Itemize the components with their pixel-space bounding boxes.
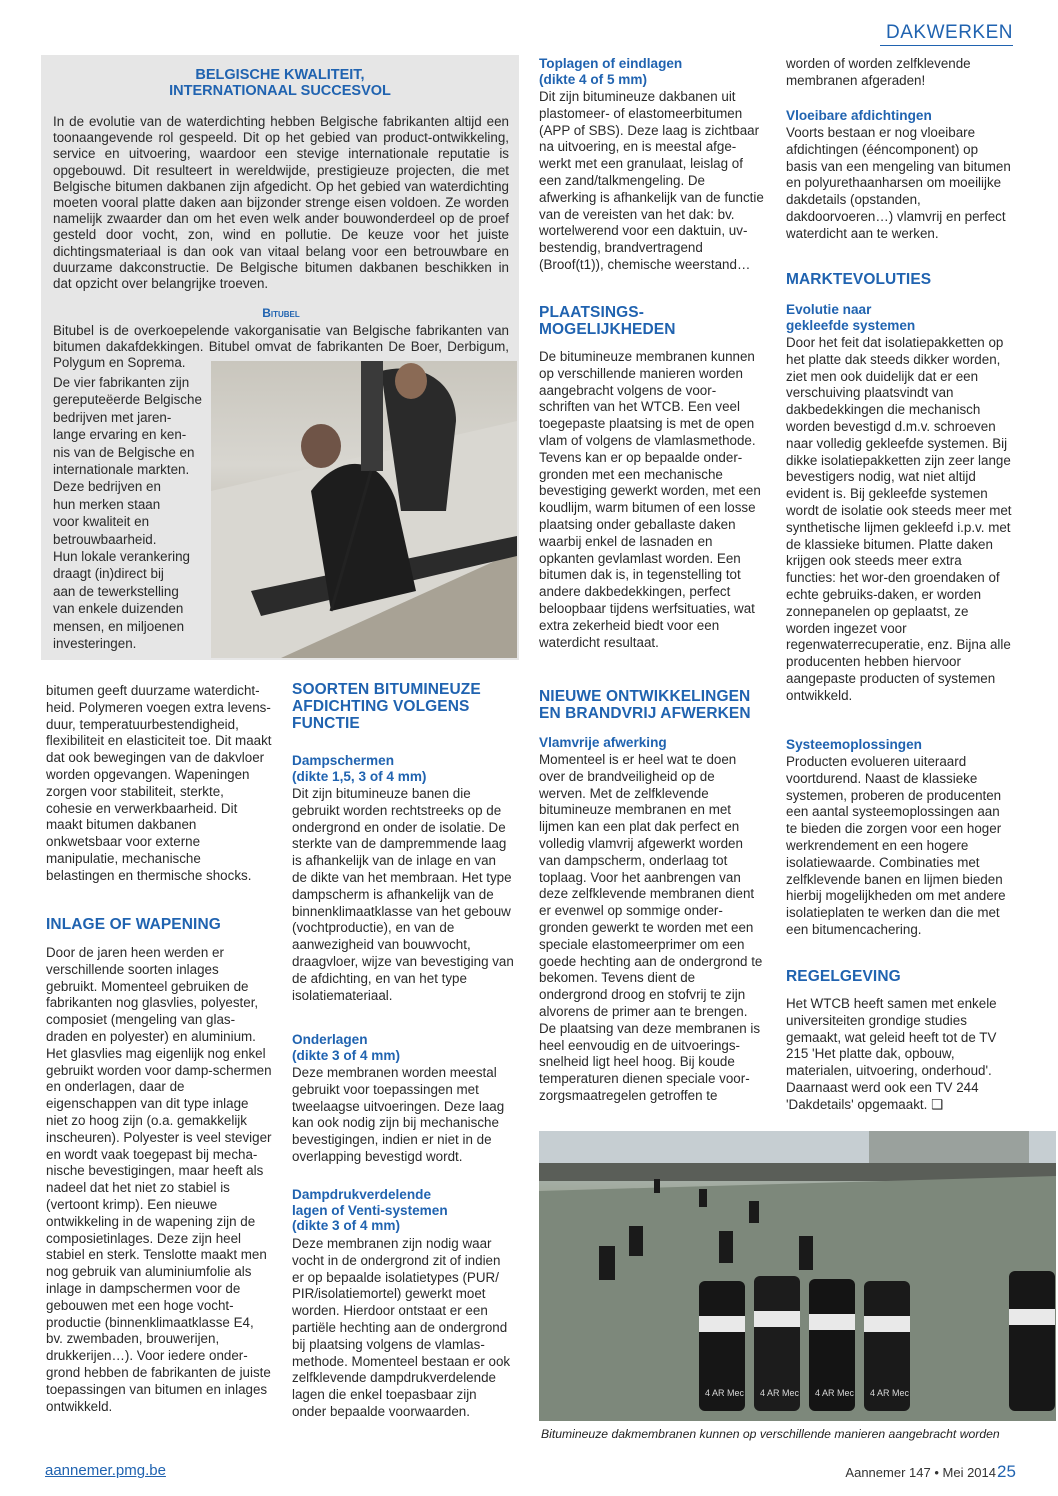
col2-onder-text: Deze membranen worden meestal gebruikt voor toepassingen met tweelaagse uitvoeringen. Deze laag kan ook nodig zijn bij mechanische bevestigingen, indien er niet in de overlapping bevestigd wordt. [292,1065,505,1164]
roll-label: 4 AR Mec [705,1388,745,1398]
col1-inlage-text: Door de jaren heen werden er verschillende soorten inlages gebruikt. Momenteel gebruiken de fabrikanten nog glasvlies, polyester, composiet (mengeling van glas-draden en polyester) en aluminium. Het glasvlies mag eigenlijk nog enkel gebruikt worden voor damp-schermen en onderlagen, daar de eigenschappen van dit type inlage niet zo hoog zijn (o.a. gemakkelijk inscheuren). Polyester is veel steviger en wordt vaak toegepast bij mecha-nische bevestigingen, maar heeft als nadeel dat het niet zo stabiel is (vertoont krimp). Een nieuwe ontwikkeling in de wapening zijn de composietinlages. Deze zijn heel stabiel en sterk. Tenslotte maakt men nog gebruik van aluminiumfolie als inlage in dampschermen voor de gebouwen met een hoge vocht-productie (binnenklimaatklasse E4, bv. zwembaden, brouwerijen, drukkerijen…). Voor iedere onder-grond hebben de fabrikanten de juiste toepassingen van bitumen en inlages ontwikkeld. [46,945,272,1414]
box-title-line: BELGISCHE KWALITEIT, [195,67,365,83]
col1-intro: bitumen geeft duurzame waterdicht-heid. Polymeren voegen extra levens-duur, temperatuurbestendigheid, flexibiliteit en elasticiteit toe. Dit maakt dat ook bewegingen van de dakvloer worden opgevangen. Wapeningen zorgen voor stabiliteit, sterkte, cohesie en verwerkbaarheid. Dit maakt bitumen dakbanen onkwetsbaar voor externe manipulatie, mechanische belastingen en thermische shocks. [46,683,272,883]
heading-line: EN BRANDVRIJ AFWERKEN [539,705,751,722]
heading-line: Evolutie naar [786,302,872,317]
heading-line: Dampschermen [292,753,394,768]
membrane-rolls-photo [539,1131,1056,1421]
roofers-photo [211,361,517,658]
box-line: bedrijven met jaren- [53,409,172,425]
footer-issue-label: Aannemer 147 [845,1465,931,1480]
heading-regelgeving: REGELGEVING [786,968,901,985]
heading-line: (dikte 3 of 4 mm) [292,1047,401,1063]
heading-line: gekleefde systemen [786,317,916,333]
footer-url[interactable]: aannemer.pmg.be [45,1462,166,1479]
box-narrow-paragraph [53,374,213,653]
heading-inlage: INLAGE OF WAPENING [46,916,221,933]
heading-systeem: Systeemoplossingen [786,737,922,752]
heading-vlamvrij: Vlamvrije afwerking [539,735,667,750]
heading-evolutie [786,302,1011,333]
heading-onderlagen [292,1032,512,1063]
col3-vlam-text: Momenteel is er heel wat te doen over de brandveiligheid op de werven. Met de zelfklevende bitumineuze membranen en met lijmen kan een plat dak perfect en volledig vlamvrij afgewerkt worden van dampscherm, onderlaag tot toplaag. Voor het aanbrengen van deze zelfklevende membranen dient er evenwel op sommige onder-gronden gewerkt te worden met een speciale elastomeerprimer om een goede hechting aan de ondergrond te bekomen. Tevens dient de ondergrond droog en stofvrij te zijn alvorens de primer aan te brengen. De plaatsing van deze membranen is heel eenvoudig en de uitvoerings-snelheid ligt heel hoog. Bij koude temperaturen dienen speciale voor-zorgsmaatregelen getroffen te [539,752,763,1103]
footer-issue [836,1465,996,1480]
box-line: investeringen. [53,636,137,652]
heading-line: NIEUWE ONTWIKKELINGEN [539,688,751,705]
heading-nieuw [539,688,769,722]
section-tag [880,22,1013,46]
section-tag-rule [880,45,1013,46]
box-line: gereputeëerde Belgische [53,392,202,408]
box-line: aan de tewerkstelling [53,583,179,599]
col2-venti-text: Deze membranen zijn nodig waar vocht in de ondergrond zit of indien er op bepaalde isolatietypes (PUR/ PIR/isolatiemortel) gewerkt moet worden. Hierdoor ontstaat er een partiële hechting aan de ondergrond bij plaatsing volgens de vlamlas-methode. Momenteel bestaan er ook zelfklevende dampdrukverdelende lagen die enkel toepasbaar zijn onder bepaalde voorwaarden. [292,1236,511,1419]
heading-soorten: SOORTEN BITUMINEUZE AFDICHTING VOLGENS FUNCTIE [292,681,481,732]
heading-line: (dikte 3 of 4 mm) [292,1218,401,1233]
box-line: De vier fabrikanten zijn [53,375,190,390]
col3-top-text: Dit zijn bitumineuze dakbanen uit plastomeer- of elastomeerbitumen (APP of SBS). Deze laag is zichtbaar na uitvoering, en is meestal afge-werkt met een granulaat, leislag of een zand/talkmengeling. De afwerking is afhankelijk van de functie van de vereisten van het dak: bv. wortelwerend voor een daktuin, uv-bestendig, brandvertragend (Broof(t1)), chemische weerstand… [539,89,764,272]
col4-sys-text: Producten evolueren uiteraard voortdurend. Naast de klassieke systemen, proberen de producenten een aantal systeemoplossingen aan te bieden die zorgen voor een hoger werkrendement en een hogere isolatiewaarde. Combinaties met zelfklevende banen en lijmen bieden hierbij mogelijkheden om met andere isolatieplaten te werken dan die met een bitumencachering. [786,754,1006,937]
box-line: internationale markten. [53,462,190,478]
box-line: draagt (in)direct bij [53,566,164,582]
col4-regel-body: Het WTCB heeft samen met enkele universiteiten grondige studies gemaakt, wat geleid heeft tot de TV 215 'Het platte dak, opbouw, materialen, uitvoering, onderhoud'. Daarnaast werd ook een TV 244 'Dakdetails' opgemaakt. [786,996,997,1112]
box-line: betrouwbaarheid. [53,531,157,547]
box-line: lange ervaring en ken- [53,427,187,443]
end-mark-icon: ❑ [931,1096,944,1112]
col4-intro: worden of worden zelfklevende membranen afgeraden! [786,56,971,88]
col2-damp-text: Dit zijn bitumineuze banen die gebruikt worden rechtstreeks op de ondergrond en onder de isolatie. De sterkte van de dampremmende laag is afhankelijk van de inlage en van de dikte van het membraan. Het type dampscherm is afhankelijk van de binnenklimaatklasse van het gebouw (vochtproductie), en van de aanwezigheid van bouwvocht, draagvloer, wijze van bevestiging van de afdichting, en van het type isolatiemateriaal. [292,786,514,1003]
heading-dampschermen [292,753,512,784]
heading-line: Toplagen of eindlagen [539,56,683,71]
heading-line: Onderlagen [292,1032,368,1047]
heading-line: Dampdrukverdelende [292,1187,432,1202]
box-line: hun merken staan [53,496,161,512]
heading-line: (dikte 1,5, 3 of 4 mm) [292,768,427,784]
page-number: 25 [997,1462,1016,1481]
col4-vloei-text: Voorts bestaan er nog vloeibare afdichtingen (ééncomponent) op basis van een mengeling van bitumen en polyurethaanharsen om moeilijke dakdetails (opstanden, dakdoorvoeren…) vlamvrij en perfect waterdicht aan te werken. [786,125,1011,241]
heading-line: MOGELIJKHEDEN [539,321,676,338]
rolls-illustration [539,1131,1056,1421]
photo-caption: Bitumineuze dakmembranen kunnen op verschillende manieren aangebracht worden [541,1427,1000,1441]
col4-regel-text [786,996,1012,1114]
roll-label: 4 AR Mec [760,1388,800,1398]
heading-line: (dikte 4 of 5 mm) [539,71,648,87]
box-paragraph: In de evolutie van de waterdichting hebben Belgische fabrikanten altijd een toonaangevende rol gespeeld. Dit op het gebied van product-ontwikkeling, service en uitvoering, waardoor een stevige internationale reputatie is opgebouwd. Dit resulteert in wereldwijde, prestigieuze projecten, die met Belgische bitumen dakbanen zijn afgedicht. Op het gebied van waterdichting moeten vooral platte daken aan bijzonder strenge eisen voldoen. Ze worden namelijk zwaarder dan om het even welk ander bouwonderdeel op de proef gesteld door vocht, zon, wind en pollutie. De keuze voor het juiste dichtingsmateriaal is dan ook van vitaal belang voor een betrouwbare en duurzame dakconstructie. De Belgische bitumen dakbanen beschikken in dat opzicht over belangrijke troeven. [53,114,509,292]
box-line: nis van de Belgische en [53,444,195,460]
col4-evol-text: Door het feit dat isolatiepakketten op het platte dak steeds dikker worden, ziet men ook duidelijk dat er een verschuiving plaatsvindt van dakbedekkingen die mechanisch worden bevestigd d.m.v. schroeven naar volledig gekleefde systemen. Bij dikke isolatiepakketten zijn zeer lange bevestigers nodig, wat niet altijd evident is. Bij gekleefde systemen wordt de isolatie ook steeds meer met synthetische lijmen gekleefd i.p.v. met de klassieke bitumen. Platte daken krijgen ook steeds meer extra functies: het wor-den groendaken of echte gebruiks-daken, er worden zonnepanelen op geplaatst, ze worden ingezet voor regenwaterrecuperatie, enz. Bijna alle producenten hebben hiervoor aangepaste producten of systemen ontwikkeld. [786,335,1012,703]
heading-line: lagen of Venti-systemen [292,1202,448,1218]
box-line: voor kwaliteit en [53,514,150,530]
box-line: Deze bedrijven en [53,479,161,495]
section-tag-label: DAKWERKEN [886,22,1013,43]
footer-bullet: • [934,1465,939,1480]
col3-plaats-text: De bitumineuze membranen kunnen op verschillende manieren worden aangebracht volgens de voor-schriften van het WTCB. Een veel toegepaste plaatsing is met de open vlam of volgens de vlamlasmethode. Tevens kan er op bepaalde onder-gronden met een mechanische bevestiging gewerkt worden, met een koudlijm, warm bitumen of een losse plaatsing onder geballaste daken waarbij enkel de lasnaden en opkanten gevlamlast worden. Een bitumen dak is, in tegenstelling tot andere dakbedekkingen, perfect beloopbaar tijdens werfsituaties, wat extra zekerheid biedt voor een waterdicht resultaat. [539,349,761,650]
roofers-illustration [211,361,517,658]
roll-label: 4 AR Mec [870,1388,910,1398]
heading-line: PLAATSINGS- [539,304,645,321]
heading-toplagen [539,56,764,87]
box-line: Hun lokale verankering [53,549,190,565]
heading-markt: MARKTEVOLUTIES [786,271,932,288]
box-subhead: Bitubel [262,306,300,320]
footer-date: Mei 2014 [942,1465,996,1480]
heading-venti [292,1187,512,1234]
box-title-line: INTERNATIONAAL SUCCESVOL [169,83,391,99]
box-paragraph: Bitubel is de overkoepelende vakorganisatie van Belgische fabrikanten van bitumen dakafdekkingen. Bitubel omvat de fabrikanten De Boer, Derbigum, Polygum en Soprema. [53,323,509,371]
heading-vloeibaar: Vloeibare afdichtingen [786,108,932,123]
roll-label: 4 AR Mec [815,1388,855,1398]
box-line: mensen, en miljoenen [53,618,185,634]
box-line: van enkele duizenden [53,601,184,617]
box-title [55,67,505,99]
heading-plaatsing [539,304,764,338]
